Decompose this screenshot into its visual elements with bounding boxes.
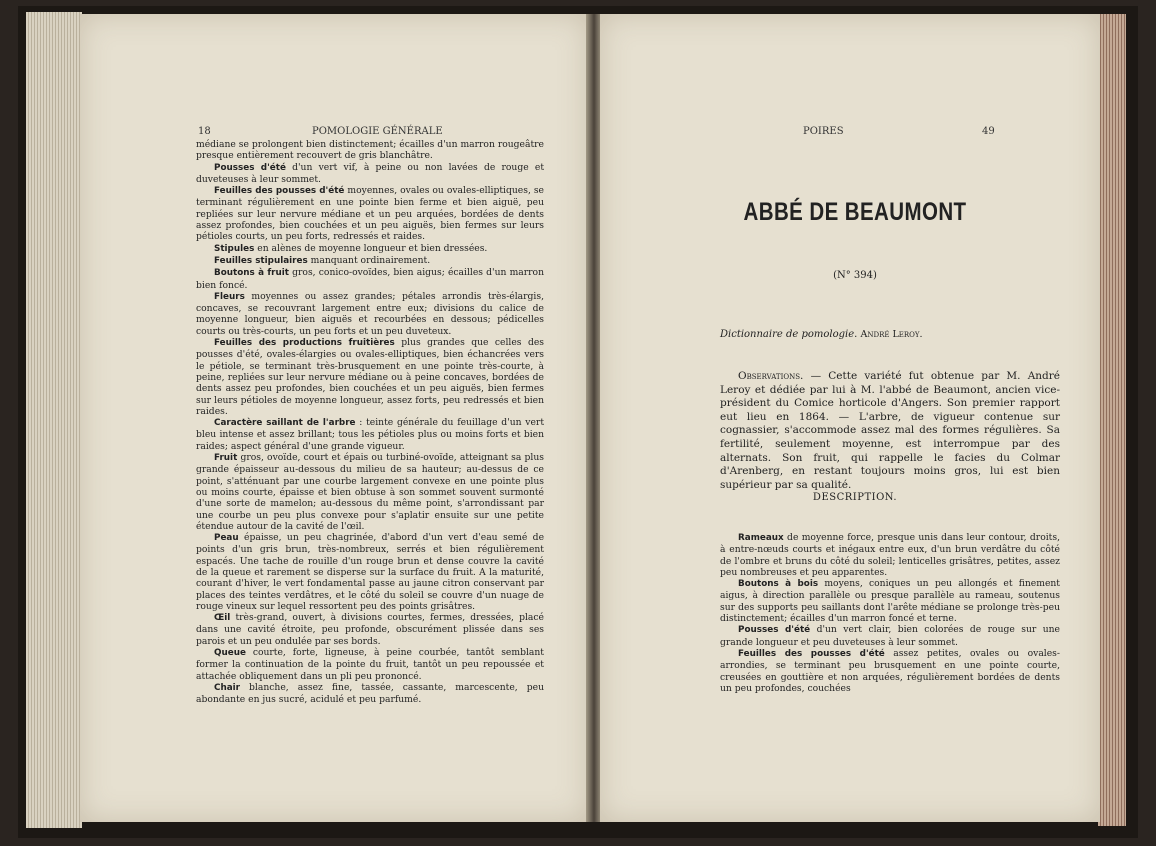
paragraph bbox=[720, 532, 1060, 578]
right-body-text bbox=[720, 532, 1060, 694]
paragraph bbox=[196, 337, 544, 417]
paragraph-text: plus grandes que celles des pousses d'été, ovales-élargies ou ovales-elliptiques, bien échancrées vers le pétiole, se terminant très-brusquement en une pointe très-courte, à peine, repliées sur leur nervure médiane ou à peine concaves, bordées de dents assez peu profondes, bien couchées et un peu aiguës, bien fermes sur leurs pétioles de moyenne longueur, assez forts, peu redressés et bien raides. bbox=[196, 337, 544, 417]
paragraph bbox=[196, 612, 544, 647]
paragraph-text: de moyenne force, presque unis dans leur contour, droits, à entre-nœuds courts et inégaux entre eux, d'un brun verdâtre du côté de l'ombre et bruns du côté du soleil; lenticelles grisâtres, petites, assez peu nombreuses et peu apparentes. bbox=[720, 532, 1060, 578]
right-running-title: POIRES bbox=[803, 126, 844, 137]
observations-body: — Cette variété fut obtenue par M. André Leroy et dédiée par lui à M. l'abbé de Beaumont, ancien vice-président du Comice horticole d'Angers. Son premier rapport eut lieu en 1864. — L'arbre, de vigueur contenue sur cognassier, s'accommode assez mal des formes régulières. Sa fertilité, seulement moyenne, est interrompue par des alternats. Son fruit, qui rappelle le facies du Colmar d'Arenberg, en restant toujours moins gros, lui est bien supérieur par sa qualité. bbox=[720, 370, 1060, 491]
paragraph bbox=[720, 578, 1060, 624]
paragraph-label: Stipules bbox=[214, 243, 255, 254]
left-page-number: 18 bbox=[198, 126, 211, 137]
variety-title: ABBÉ DE BEAUMONT bbox=[743, 198, 967, 226]
variety-number: (N° 394) bbox=[833, 270, 877, 281]
paragraph bbox=[196, 162, 544, 186]
paragraph-text: moyennes ou assez grandes; pétales arrondis très-élargis, concaves, se recouvrant largement entre eux; divisions du calice de moyenne longueur, bien aiguës et recourbées en dessous; pédicelles courts ou très-courts, un peu forts et un peu duveteux. bbox=[196, 290, 544, 337]
paragraph bbox=[196, 243, 544, 255]
paragraph-label: Caractère saillant de l'arbre bbox=[214, 418, 356, 429]
paragraph-text: très-grand, ouvert, à divisions courtes, fermes, dressées, placé dans une cavité étroite, peu profonde, obscurément plissée dans ses parois et un peu ondulée par ses bords. bbox=[196, 612, 544, 647]
paragraph bbox=[196, 139, 544, 162]
paragraph-label: Pousses d'été bbox=[214, 162, 286, 173]
left-page bbox=[80, 14, 588, 822]
page-edges-right bbox=[1098, 14, 1126, 826]
right-page bbox=[600, 14, 1100, 822]
paragraph-label: Fruit bbox=[214, 453, 238, 464]
paragraph bbox=[720, 624, 1060, 648]
reference-work: Dictionnaire de pomologie. bbox=[720, 329, 858, 340]
left-running-title: POMOLOGIE GÉNÉRALE bbox=[312, 126, 443, 137]
paragraph-text: moyennes, ovales ou ovales-elliptiques, se terminant régulièrement en une pointe bien ferme et bien aiguë, peu repliées sur leur nervure médiane et un peu arquées, bordées de dents assez profondes, bien couchées et un peu aiguës, bien fermes sur leurs pétioles courts, un peu forts, redressés et raides. bbox=[196, 185, 544, 243]
paragraph-text: épaisse, un peu chagrinée, d'abord d'un vert d'eau semé de points d'un gris brun, très-nombreux, serrés et bien régulièrement espacés. Une tache de rouille d'un rouge brun et dense couvre la cavité de la queue et rarement se disperse sur la surface du fruit. A la maturité, courant d'hiver, le vert fondamental passe au jaune citron conservant par places des teintes verdâtres, et le côté du soleil se couvre d'un nuage de rouge vineux sur lequel ressortent peu des points grisâtres. bbox=[196, 532, 544, 612]
paragraph bbox=[196, 417, 544, 452]
paragraph-text: moyens, coniques un peu allongés et finement aigus, à direction parallèle ou presque parallèle au rameau, soutenus sur des supports peu saillants dont l'arête médiane se prolonge très-peu distinctement; écailles d'un marron foncé et terne. bbox=[720, 578, 1060, 625]
reference-line bbox=[720, 329, 923, 340]
observations-text bbox=[720, 370, 1060, 492]
paragraph-text: assez petites, ovales ou ovales-arrondies, se terminant peu brusquement en une pointe courte, creusées en gouttière et non arquées, régulièrement bordées de dents un peu profondes, couchées bbox=[720, 647, 1060, 694]
paragraph-text: gros, ovoïde, court et épais ou turbiné-ovoïde, atteignant sa plus grande épaisseur au-dessous du milieu de sa hauteur; au-dessus de ce point, s'atténuant par une courbe largement convexe en une pointe plus ou moins courte, épaisse et bien obtuse à son sommet souvent surmonté d'une sorte de mamelon; au-dessous du même point, s'arrondissant par une courbe un peu plus convexe pour s'aplatir ensuite sur une petite étendue autour de la cavité de l'œil. bbox=[196, 452, 544, 532]
paragraph-label: Boutons à fruit bbox=[214, 268, 289, 279]
reference-author: André Leroy. bbox=[860, 329, 923, 340]
paragraph bbox=[196, 255, 544, 267]
paragraph-text: médiane se prolongent bien distinctement; écailles d'un marron rougeâtre presque entièrement recouvert de gris blanchâtre. bbox=[196, 139, 544, 162]
paragraph-text: en alènes de moyenne longueur et bien dressées. bbox=[254, 242, 488, 254]
paragraph bbox=[196, 291, 544, 337]
left-body-text bbox=[196, 139, 544, 706]
paragraph-text: blanche, assez fine, tassée, cassante, marcescente, peu abondante en jus sucré, acidulé et peu parfumé. bbox=[196, 681, 544, 706]
paragraph-text: manquant ordinairement. bbox=[307, 254, 431, 266]
paragraph-text: courte, forte, ligneuse, à peine courbée, tantôt semblant former la continuation de la pointe du fruit, tantôt un peu repoussée et attachée obliquement dans un pli peu prononcé. bbox=[196, 647, 544, 682]
paragraph-label: Feuilles stipulaires bbox=[214, 255, 308, 266]
paragraph-label: Fleurs bbox=[214, 291, 245, 302]
paragraph-label: Boutons à bois bbox=[738, 579, 819, 590]
description-heading: DESCRIPTION. bbox=[812, 492, 898, 503]
paragraph bbox=[196, 452, 544, 532]
right-page-number: 49 bbox=[982, 126, 995, 137]
paragraph bbox=[196, 267, 544, 291]
paragraph-label: Chair bbox=[214, 682, 241, 693]
paragraph-label: Pousses d'été bbox=[738, 625, 811, 636]
page-edges-left bbox=[26, 12, 82, 828]
paragraph bbox=[196, 647, 544, 682]
paragraph-text: gros, conico-ovoïdes, bien aigus; écailles d'un marron bien foncé. bbox=[196, 267, 545, 291]
paragraph bbox=[196, 532, 544, 612]
paragraph-label: Peau bbox=[214, 533, 239, 544]
paragraph-label: Feuilles des pousses d'été bbox=[214, 186, 345, 197]
observations-label: Observations. bbox=[738, 370, 804, 382]
paragraph-text: d'un vert clair, bien colorées de rouge sur une grande longueur et peu duveteuses à leur sommet. bbox=[720, 624, 1060, 648]
paragraph-label: Œil bbox=[214, 613, 231, 624]
paragraph bbox=[196, 185, 544, 242]
paragraph-label: Feuilles des pousses d'été bbox=[738, 648, 885, 659]
paragraph-text: d'un vert vif, à peine ou non lavées de rouge et duveteuses à leur sommet. bbox=[196, 161, 545, 185]
paragraph-label: Rameaux bbox=[738, 533, 784, 543]
paragraph-label: Feuilles des productions fruitières bbox=[214, 338, 395, 349]
paragraph bbox=[196, 682, 544, 706]
paragraph-text: : teinte générale du feuillage d'un vert bleu intense et assez brillant; tous les pétioles plus ou moins forts et bien raides; aspect général d'une grande vigueur. bbox=[196, 417, 545, 452]
paragraph-label: Queue bbox=[214, 648, 246, 659]
paragraph bbox=[720, 648, 1060, 694]
